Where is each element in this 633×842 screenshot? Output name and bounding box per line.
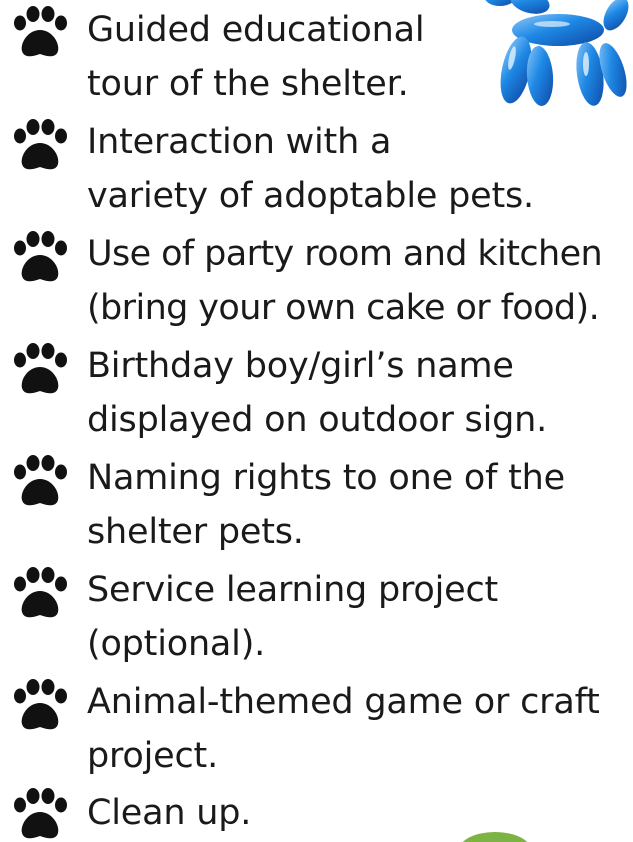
item-text-line: Use of party room and kitchen [87, 234, 603, 274]
green-decoration-icon [455, 826, 535, 842]
paw-print-icon [10, 342, 70, 400]
item-text-line: Service learning project [87, 570, 499, 610]
paw-print-icon [10, 118, 70, 176]
paw-print-icon [10, 678, 70, 736]
item-text-line: Birthday boy/girl’s name [87, 346, 514, 386]
item-text-line: displayed on outdoor sign. [87, 400, 548, 440]
item-text-line: Animal-themed game or craft [87, 682, 600, 722]
item-text-line: tour of the shelter. [87, 64, 409, 104]
paw-print-icon [10, 566, 70, 624]
item-text-line: project. [87, 736, 219, 776]
paw-print-icon [10, 5, 70, 63]
item-text-line: variety of adoptable pets. [87, 176, 534, 216]
item-text-line: (optional). [87, 624, 266, 664]
item-text-line: Naming rights to one of the [87, 458, 565, 498]
item-text-line: Interaction with a [87, 122, 392, 162]
item-text-line: Guided educational [87, 10, 425, 50]
paw-print-icon [10, 230, 70, 288]
balloon-dog-icon [478, 0, 633, 122]
paw-print-icon [10, 454, 70, 512]
item-text-line: Clean up. [87, 793, 252, 833]
item-text-line: shelter pets. [87, 512, 304, 552]
paw-print-icon [10, 787, 70, 842]
item-text-line: (bring your own cake or food). [87, 288, 600, 328]
